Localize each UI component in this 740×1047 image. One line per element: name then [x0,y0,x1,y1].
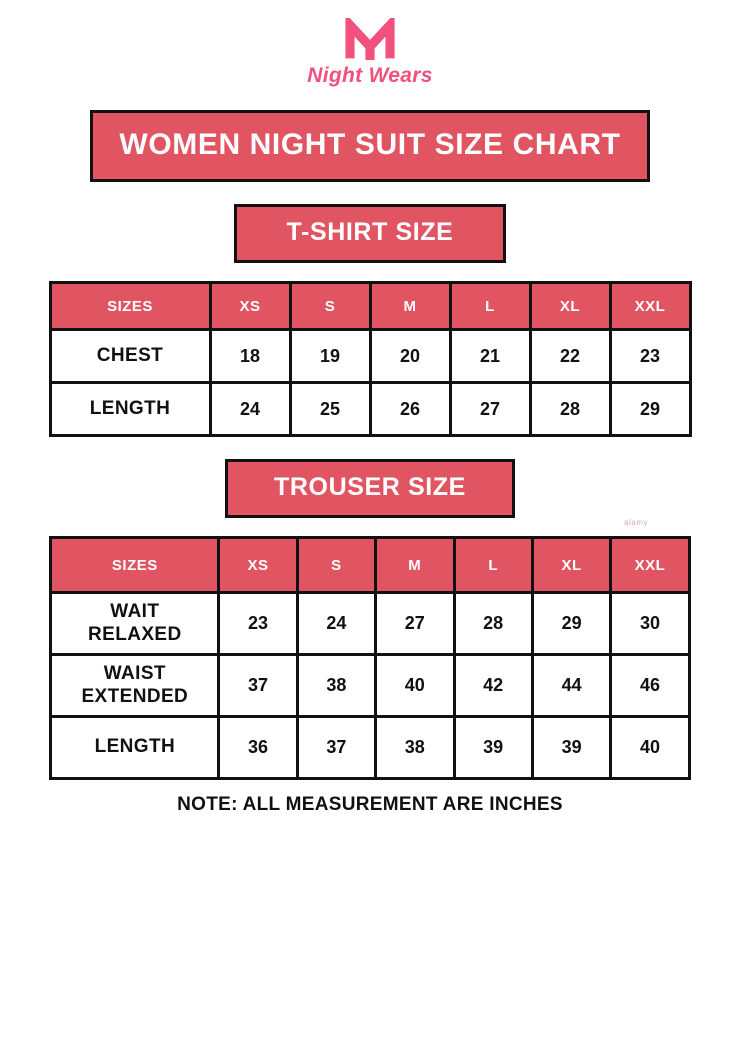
table-row [51,655,689,717]
brand-header [40,0,700,88]
cell-waistextended-l: 42 [454,655,532,717]
cell-length-m: 26 [370,383,450,436]
column-header-xl: XL [532,538,610,593]
section-banner-trouser: TROUSER SIZE [225,459,515,518]
watermark: alamy [624,518,648,527]
table-row [50,330,690,383]
cell-chest-xxl: 23 [610,330,690,383]
cell-waistextended-xs: 37 [219,655,297,717]
row-label-length [51,717,219,779]
measurement-note: NOTE: ALL MEASUREMENT ARE INCHES [177,794,563,815]
column-header-l: L [450,283,530,330]
column-header-xxl: XXL [610,283,690,330]
column-header-xl: XL [530,283,610,330]
cell-length-s: 25 [290,383,370,436]
column-header-xs: XS [210,283,290,330]
cell-length-l: 27 [450,383,530,436]
table-header-row [51,538,689,593]
table-row [50,383,690,436]
cell-chest-m: 20 [370,330,450,383]
row-label-line1: LENGTH [94,736,176,758]
page-title: WOMEN NIGHT SUIT SIZE CHART [90,110,650,182]
cell-trouserlength-m: 38 [376,717,454,779]
table-row [51,593,689,655]
cell-waistextended-m: 40 [376,655,454,717]
cell-waitrelaxed-xl: 29 [532,593,610,655]
column-header-sizes: SIZES [51,538,219,593]
row-label-chest: CHEST [50,330,210,383]
cell-chest-l: 21 [450,330,530,383]
cell-trouserlength-xs: 36 [219,717,297,779]
cell-chest-xl: 22 [530,330,610,383]
cell-trouserlength-xxl: 40 [611,717,689,779]
cell-waitrelaxed-m: 27 [376,593,454,655]
section-banner-tshirt: T-SHIRT SIZE [234,204,506,263]
column-header-s: S [297,538,375,593]
cell-waitrelaxed-l: 28 [454,593,532,655]
row-label-line1: WAIST [103,663,166,685]
cell-length-xs: 24 [210,383,290,436]
cell-waistextended-xxl: 46 [611,655,689,717]
cell-trouserlength-l: 39 [454,717,532,779]
cell-waistextended-xl: 44 [532,655,610,717]
cell-waitrelaxed-xxl: 30 [611,593,689,655]
table-header-row [50,283,690,330]
row-label-waist-extended [51,655,219,717]
cell-chest-xs: 18 [210,330,290,383]
cell-trouserlength-s: 37 [297,717,375,779]
cell-waitrelaxed-xs: 23 [219,593,297,655]
column-header-l: L [454,538,532,593]
column-header-m: M [376,538,454,593]
cell-waitrelaxed-s: 24 [297,593,375,655]
brand-name: Night Wears [307,64,433,87]
cell-length-xl: 28 [530,383,610,436]
row-label-line2: EXTENDED [81,685,189,707]
column-header-xxl: XXL [611,538,689,593]
row-label-length: LENGTH [50,383,210,436]
table-row [51,717,689,779]
column-header-xs: XS [219,538,297,593]
row-label-wait-relaxed [51,593,219,655]
row-label-line1: WAIT [110,601,160,623]
tshirt-size-table [49,281,692,437]
cell-length-xxl: 29 [610,383,690,436]
cell-waistextended-s: 38 [297,655,375,717]
cell-trouserlength-xl: 39 [532,717,610,779]
letter-n-logo-icon [345,18,395,62]
trouser-size-table [49,536,690,780]
column-header-m: M [370,283,450,330]
column-header-s: S [290,283,370,330]
cell-chest-s: 19 [290,330,370,383]
column-header-sizes: SIZES [50,283,210,330]
row-label-line2: RELAXED [88,623,182,645]
